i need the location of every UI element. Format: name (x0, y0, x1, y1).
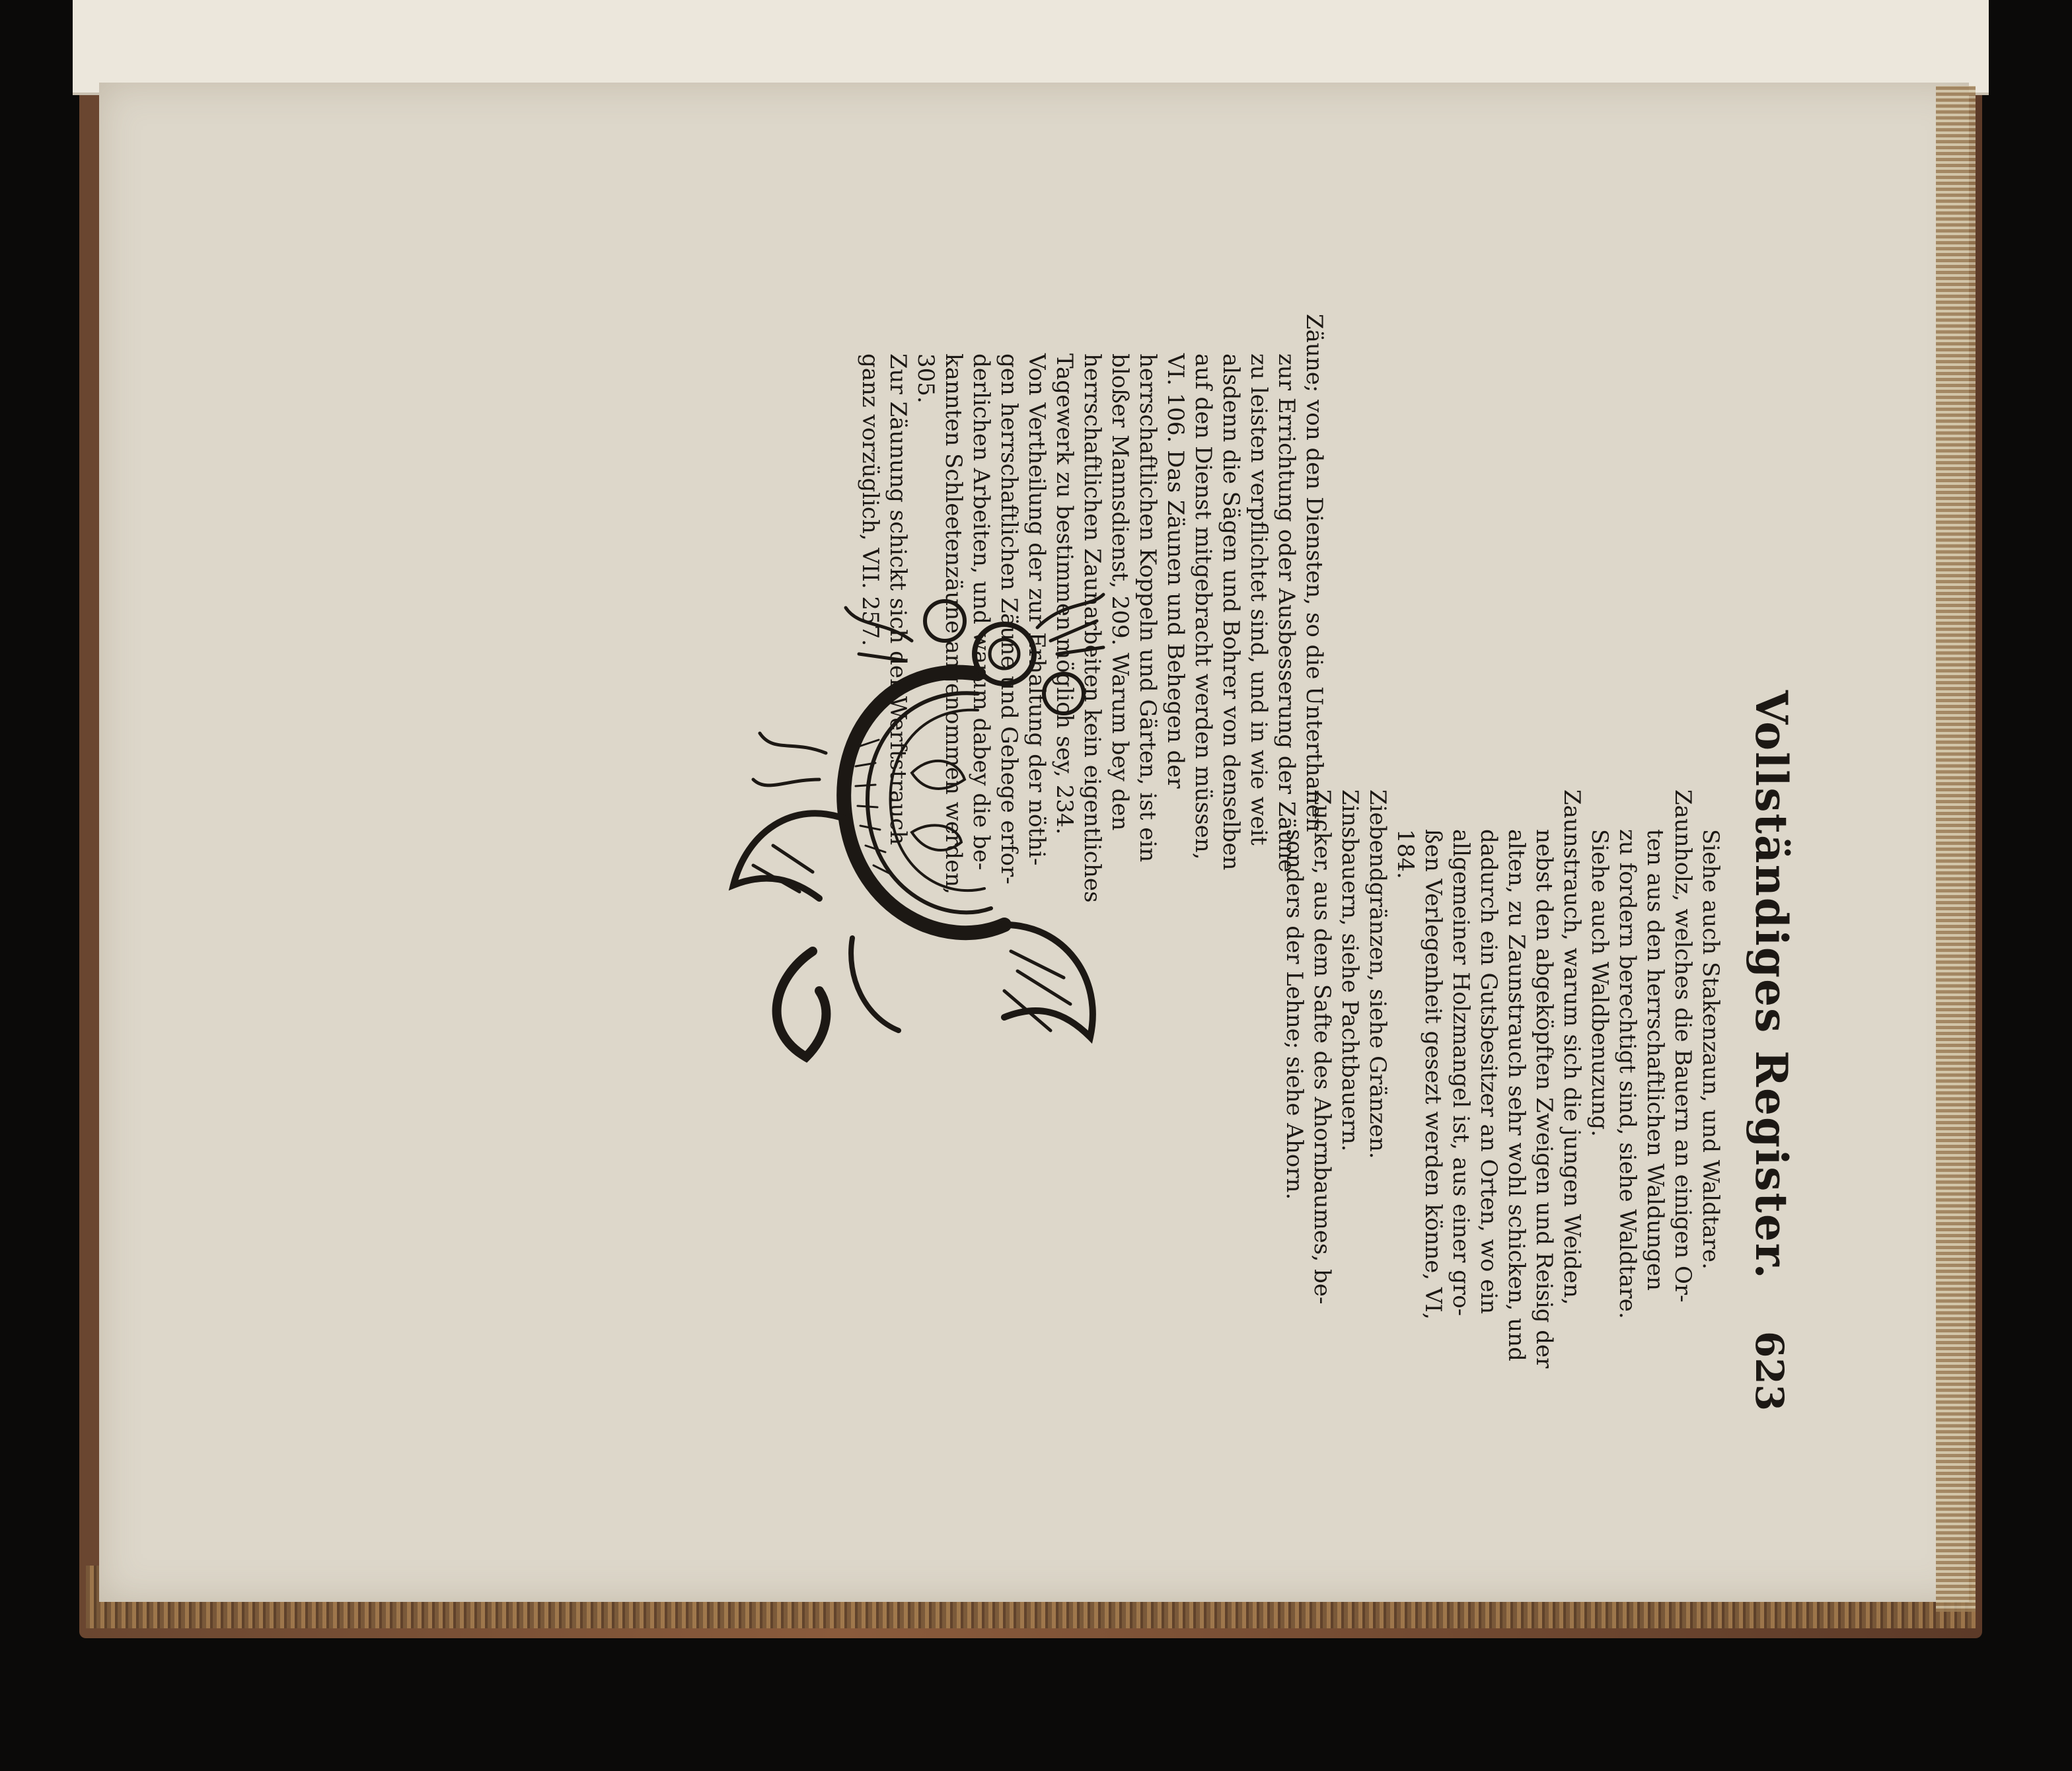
register-line: Siehe auch Stakenzaun, und Waldtare. (1697, 829, 1724, 1270)
rococo-ornament-icon (694, 581, 1117, 1083)
register-line: alsdenn die Sägen und Bohrer von denselben (1218, 353, 1244, 871)
register-column-right (1280, 789, 1724, 1371)
register-line: zur Errichtung oder Ausbesserung der Zäune (1273, 353, 1300, 873)
register-line: nebst den abgeköpften Zweigen und Reisig der (1531, 829, 1557, 1369)
register-line: allgemeiner Holzmangel ist, aus einer gro- (1448, 829, 1474, 1317)
register-line: zu leisten verpflichtet sind, und in wie weit (1245, 353, 1272, 846)
register-line: VI. 106. Das Zäunen und Behegen der (1162, 353, 1189, 789)
register-line: Siehe auch Waldbenuzung. (1586, 829, 1613, 1137)
register-line: derlichen Arbeiten, und warum dabey die be- (968, 353, 994, 871)
register-line: alten, zu Zaunstrauch sehr wohl schicken, und (1503, 829, 1530, 1361)
register-line: bloßer Mannsdienst, 209. Warum bey den (1107, 353, 1133, 831)
register-line: herrschaftlichen Koppeln und Gärten, ist ein (1134, 353, 1161, 863)
register-line: Ziebendgränzen, siehe Gränzen. (1364, 789, 1391, 1159)
register-line: Zur Zäunung schickt sich der Werftstrauch (885, 353, 911, 846)
register-line: zu fordern berechtigt sind, siehe Waldtare. (1614, 829, 1641, 1319)
page-stack-side (1936, 86, 1976, 1612)
page-number: 623 (1747, 1331, 1792, 1412)
register-line: Zaunholz, welches die Bauern an einigen Or- (1670, 789, 1696, 1303)
register-line: ßen Verlegenheit gesezt werden könne, VI, (1420, 829, 1446, 1320)
register-line: kannten Schleetenzäune angenommen werden, (940, 353, 967, 894)
running-head: Vollständiges Register. (1746, 690, 1797, 1280)
register-line: dadurch ein Gutsbesitzer an Orten, wo ein (1475, 829, 1502, 1315)
register-line: ten aus den herrschaftlichen Waldungen (1642, 829, 1668, 1291)
register-line: Tagewerk zu bestimmen möglich sey, 234. (1051, 353, 1078, 835)
register-line: Zinsbauern, siehe Pachtbauern. (1337, 789, 1363, 1152)
register-line: Zaunstrauch, warum sich die jungen Weiden, (1559, 789, 1585, 1305)
register-line: sonders der Lehne; siehe Ahorn. (1281, 829, 1308, 1200)
register-line: ganz vorzüglich, VII. 257. (857, 353, 883, 647)
register-line: 184. (1392, 829, 1419, 879)
register-line: Zäune; von den Diensten, so die Unterthanen (1301, 314, 1327, 832)
register-line: auf den Dienst mitgebracht werden müssen, (1190, 353, 1216, 860)
register-line: herrschaftlichen Zaunarbeiten kein eigentliches (1079, 353, 1105, 903)
register-line: gen herrschaftlichen Zäune und Gehege erfor- (996, 353, 1022, 885)
register-line: Von Vertheilung der zur Erhaltung der nöthi- (1023, 353, 1050, 866)
register-line: Zucker, aus dem Safte des Ahornbaumes, be- (1309, 789, 1335, 1305)
register-line: 305. (912, 353, 939, 404)
next-page-edge (73, 0, 1989, 95)
